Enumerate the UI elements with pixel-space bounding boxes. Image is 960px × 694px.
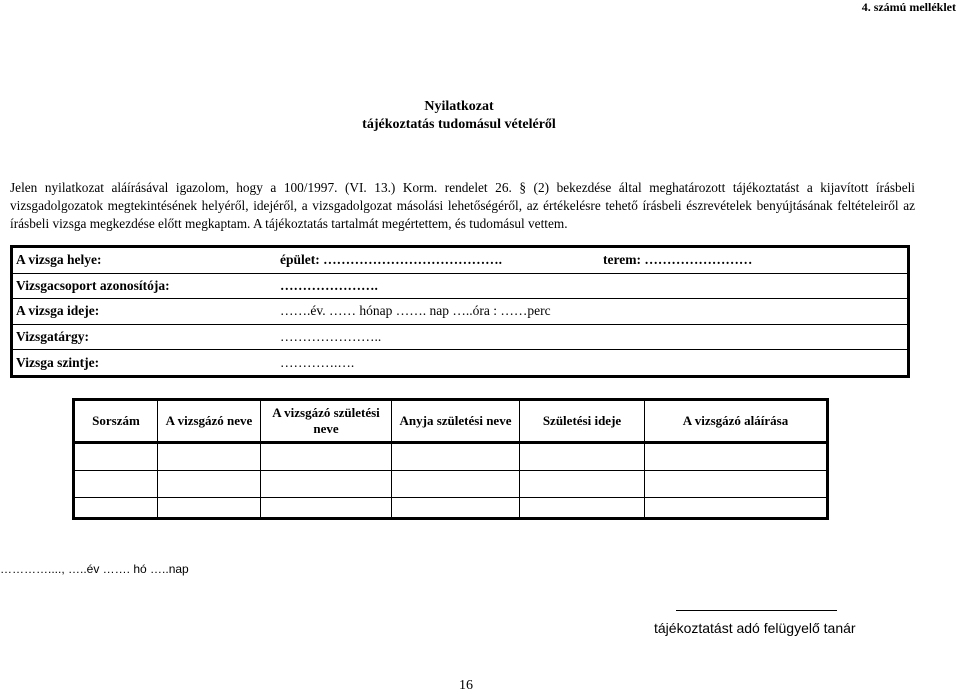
exam-date-label: A vizsga ideje: — [16, 303, 100, 319]
signature-label: tájékoztatást adó felügyelő tanár — [654, 620, 856, 636]
exam-level-row — [13, 349, 907, 375]
table-cell[interactable] — [392, 498, 520, 517]
table-cell[interactable] — [158, 444, 261, 471]
title-line-1: Nyilatkozat — [424, 99, 494, 114]
table-cell[interactable] — [261, 444, 392, 471]
date-line[interactable]: …………...., …..év ……. hó …..nap — [0, 562, 189, 576]
table-cell[interactable] — [520, 444, 645, 471]
signature-line — [676, 610, 837, 611]
building-field[interactable]: épület: …………………………………. — [280, 252, 502, 268]
table-cell[interactable] — [261, 471, 392, 498]
document-title — [0, 98, 918, 134]
exam-group-label: Vizsgacsoport azonosítója: — [16, 277, 170, 293]
exam-date-field[interactable]: …….év. …… hónap ……. nap …..óra : ……perc — [280, 303, 551, 319]
title-line-2: tájékoztatás tudomásul vételéről — [362, 117, 556, 132]
exam-date-row — [13, 298, 907, 324]
table-cell[interactable] — [645, 471, 826, 498]
table-cell[interactable] — [261, 498, 392, 517]
table-cell[interactable] — [158, 498, 261, 517]
page-number: 16 — [459, 678, 473, 693]
room-field[interactable]: terem: …………………… — [603, 252, 753, 268]
exam-info-table — [10, 245, 910, 378]
exam-place-label: A vizsga helye: — [16, 252, 102, 268]
column-header-signature: A vizsgázó aláírása — [645, 401, 826, 444]
table-cell[interactable] — [392, 444, 520, 471]
table-cell[interactable] — [520, 471, 645, 498]
exam-subject-label: Vizsgatárgy: — [16, 329, 89, 345]
table-cell[interactable] — [75, 444, 158, 471]
exam-level-field[interactable]: ………….…. — [280, 354, 355, 370]
table-cell[interactable] — [158, 471, 261, 498]
table-cell[interactable] — [645, 444, 826, 471]
exam-subject-field[interactable]: ………………….. — [280, 329, 382, 345]
declaration-paragraph: Jelen nyilatkozat aláírásával igazolom, hogy a 100/1997. (VI. 13.) Korm. rendelet 26. § (2) bekezdése által meghatározott tájékoztatást a kijavított írásbeli vizsgadolgozatok megtekintésének helyéről, idejéről, a vizsgadolgozat másolási lehetőségéről, az értékelésre tehető írásbeli észrevételek benyújtásának feltételeiről az írásbeli vizsga megkezdése előtt megkaptam. A tájékoztatás tartalmát megértettem, és tudomásul vettem. — [10, 180, 915, 231]
table-cell[interactable] — [392, 471, 520, 498]
column-header-number: Sorszám — [75, 401, 158, 444]
column-header-birth-date: Születési ideje — [520, 401, 645, 444]
column-header-mother-name: Anyja születési neve — [392, 401, 520, 444]
candidate-table — [72, 398, 829, 520]
table-cell[interactable] — [645, 498, 826, 517]
column-header-name: A vizsgázó neve — [158, 401, 261, 444]
exam-group-row — [13, 273, 907, 299]
table-cell[interactable] — [75, 471, 158, 498]
exam-subject-row — [13, 324, 907, 350]
exam-level-label: Vizsga szintje: — [16, 354, 100, 370]
exam-place-row — [13, 248, 907, 273]
table-cell[interactable] — [520, 498, 645, 517]
exam-group-field[interactable]: …………………. — [280, 277, 378, 293]
annex-label: 4. számú melléklet — [861, 0, 956, 14]
column-header-birth-name: A vizsgázó születési neve — [261, 401, 392, 444]
table-cell[interactable] — [75, 498, 158, 517]
